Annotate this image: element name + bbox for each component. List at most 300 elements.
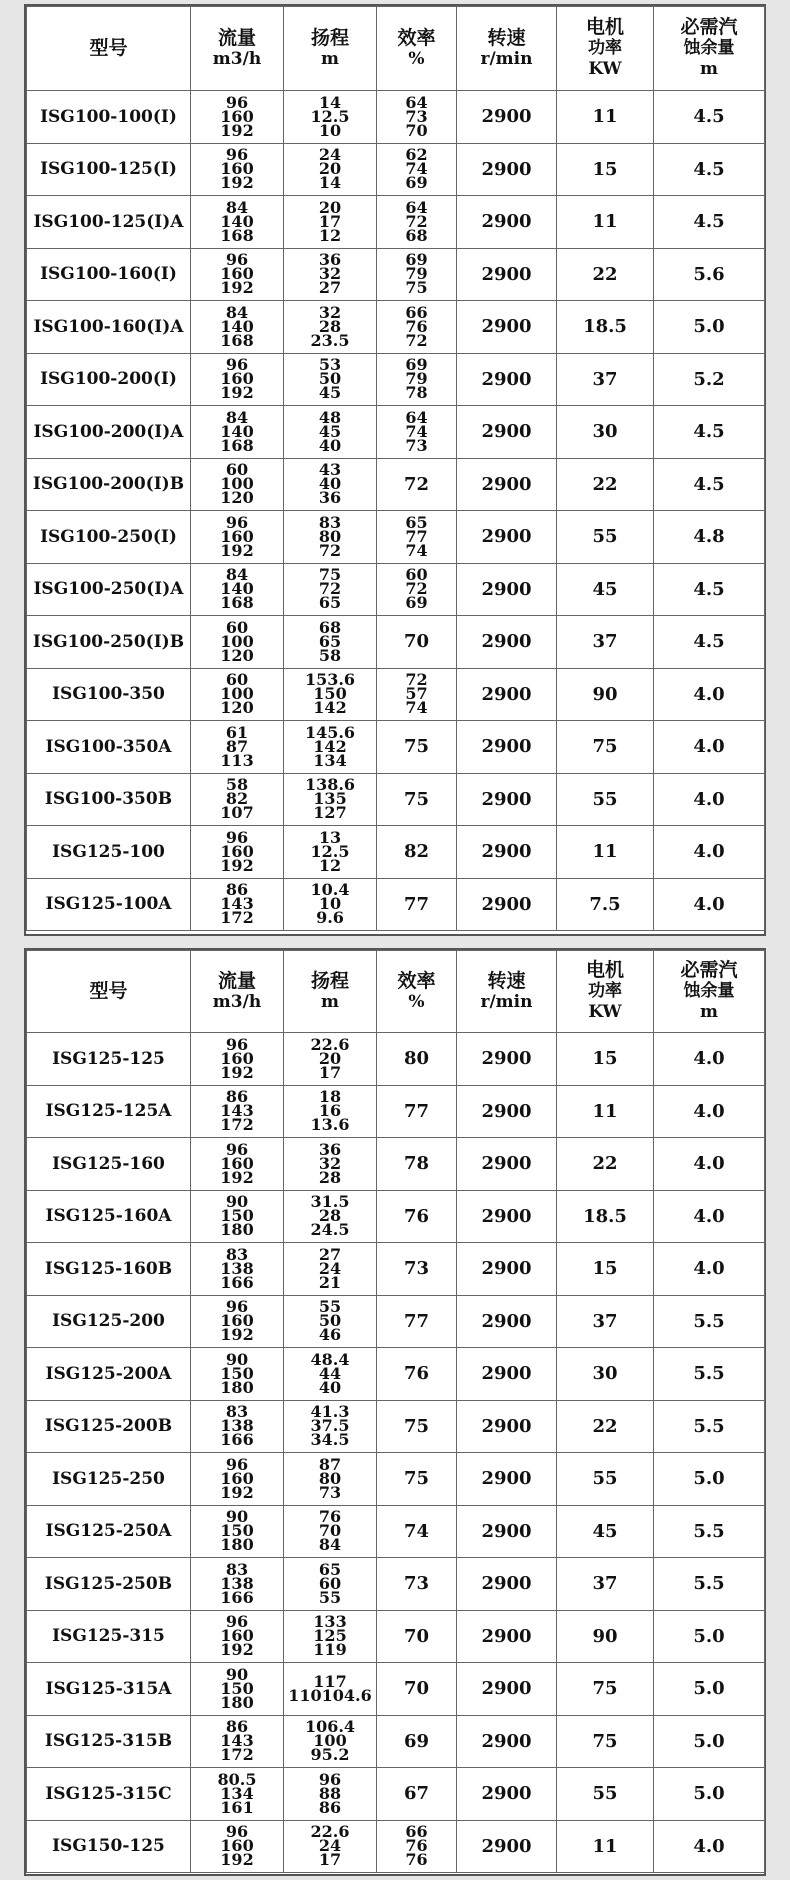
cell-head-value: 17 (318, 1062, 342, 1082)
cell-model: ISG100-200(I) (27, 353, 191, 406)
cell-flow-value: 138 (220, 1416, 254, 1436)
cell-head-value: 50 (318, 369, 342, 389)
cell-efficiency-value: 69 (405, 593, 428, 613)
cell-power: 75 (557, 1663, 654, 1716)
cell-flow-value: 161 (220, 1797, 254, 1817)
cell-efficiency: 70 (377, 616, 457, 669)
cell-flow-value: 166 (220, 1272, 254, 1292)
cell-efficiency-value: 70 (405, 120, 428, 140)
cell-flow-value: 96 (225, 1822, 249, 1842)
cell-model: ISG125-160A (27, 1190, 191, 1243)
cell-head-value: 153.6 (304, 670, 356, 690)
cell-head-value: 10 (318, 120, 342, 140)
cell-flow-value: 192 (220, 1062, 254, 1082)
cell-flow-value: 84 (225, 302, 249, 322)
cell-flow-value: 96 (225, 827, 249, 847)
cell-model: ISG125-200B (27, 1400, 191, 1453)
cell-efficiency-value: 74 (405, 159, 428, 179)
cell-speed: 2900 (457, 1085, 557, 1138)
cell-head (284, 1138, 377, 1191)
cell-npsh: 4.0 (654, 668, 765, 721)
cell-flow-value: 84 (225, 407, 249, 427)
cell-power: 37 (557, 1558, 654, 1611)
cell-head-value: 12.5 (310, 841, 350, 861)
cell-model: ISG100-160(I)A (27, 301, 191, 354)
cell-speed: 2900 (457, 1348, 557, 1401)
cell-speed: 2900 (457, 1295, 557, 1348)
cell-power: 75 (557, 1715, 654, 1768)
header-npsh-line: m (700, 1002, 718, 1022)
cell-head-value: 12.5 (310, 106, 350, 126)
cell-flow (191, 1400, 284, 1453)
cell-flow-value: 60 (225, 460, 249, 480)
cell-head (284, 1610, 377, 1663)
cell-flow-value: 83 (225, 1244, 249, 1264)
cell-head-value: 40 (318, 435, 342, 455)
cell-model: ISG100-350A (27, 721, 191, 774)
cell-head-value: 43 (318, 460, 342, 480)
cell-head-value: 17 (318, 211, 342, 231)
cell-head-value: 125 (313, 1626, 347, 1646)
cell-head-value: 36 (318, 488, 342, 508)
cell-head (284, 773, 377, 826)
header-flow-line: m3/h (212, 48, 262, 69)
cell-npsh: 5.5 (654, 1295, 765, 1348)
cell-head-value: 34.5 (310, 1430, 350, 1450)
cell-head-value: 24.5 (310, 1220, 350, 1240)
cell-flow (191, 1715, 284, 1768)
header-npsh-line: 蚀余量 (683, 981, 735, 1001)
cell-head-value: 95.2 (310, 1745, 350, 1765)
cell-power: 55 (557, 511, 654, 564)
header-flow (191, 7, 284, 91)
cell-flow (191, 1138, 284, 1191)
cell-head (284, 1715, 377, 1768)
cell-flow (191, 353, 284, 406)
cell-efficiency-value: 73 (405, 435, 428, 455)
cell-flow-value: 192 (220, 120, 254, 140)
cell-flow-value: 150 (220, 1206, 254, 1226)
cell-power: 18.5 (557, 1190, 654, 1243)
header-npsh-line: m (700, 59, 718, 79)
cell-head (284, 1505, 377, 1558)
cell-head-value: 127 (313, 803, 347, 823)
cell-power: 37 (557, 1295, 654, 1348)
cell-head-value: 65 (318, 1559, 342, 1579)
cell-head-value: 80 (318, 1468, 342, 1488)
cell-npsh: 4.5 (654, 616, 765, 669)
cell-flow-value: 96 (225, 250, 249, 270)
cell-head-value: 138.6 (304, 775, 356, 795)
cell-power: 15 (557, 1243, 654, 1296)
table-row (27, 668, 765, 721)
cell-speed: 2900 (457, 1558, 557, 1611)
cell-model: ISG125-250B (27, 1558, 191, 1611)
cell-speed: 2900 (457, 301, 557, 354)
cell-head-value: 46 (318, 1325, 342, 1345)
cell-head (284, 1663, 377, 1716)
cell-head-value: 12 (318, 855, 342, 875)
cell-head-value: 16 (318, 1101, 342, 1121)
header-power-line: 电机 (585, 16, 624, 38)
cell-head-value: 27 (318, 1244, 342, 1264)
cell-flow-value: 86 (225, 880, 249, 900)
cell-efficiency: 77 (377, 878, 457, 931)
cell-power: 22 (557, 1400, 654, 1453)
header-row (27, 951, 765, 1033)
cell-npsh: 5.0 (654, 1768, 765, 1821)
table-row (27, 1033, 765, 1086)
cell-head (284, 1768, 377, 1821)
header-npsh (654, 7, 765, 91)
cell-head (284, 458, 377, 511)
header-row (27, 7, 765, 91)
cell-head-value: 75 (318, 565, 342, 585)
cell-head (284, 878, 377, 931)
cell-head-value: 150 (313, 684, 347, 704)
cell-efficiency-value: 76 (405, 1850, 428, 1870)
cell-power: 90 (557, 1610, 654, 1663)
cell-flow-value: 90 (225, 1507, 249, 1527)
cell-efficiency-value: 69 (405, 173, 428, 193)
cell-speed: 2900 (457, 1663, 557, 1716)
cell-flow-value: 160 (220, 159, 254, 179)
cell-model: ISG125-100A (27, 878, 191, 931)
cell-head-value: 36 (318, 1139, 342, 1159)
cell-head-value: 27 (318, 278, 342, 298)
cell-head-value: 12 (318, 225, 342, 245)
cell-head-value: 13 (318, 827, 342, 847)
cell-power: 11 (557, 1820, 654, 1873)
cell-npsh: 4.5 (654, 406, 765, 459)
cell-power: 22 (557, 458, 654, 511)
cell-speed: 2900 (457, 353, 557, 406)
header-power-line: 功率 (588, 981, 622, 1001)
cell-power: 7.5 (557, 878, 654, 931)
cell-head-value: 145.6 (304, 722, 356, 742)
cell-npsh: 5.6 (654, 248, 765, 301)
cell-flow-value: 100 (220, 684, 254, 704)
cell-flow-value: 172 (220, 1115, 254, 1135)
cell-efficiency (377, 406, 457, 459)
cell-efficiency-value: 69 (405, 355, 428, 375)
cell-head-value: 142 (313, 698, 347, 718)
cell-power: 11 (557, 196, 654, 249)
cell-npsh: 5.5 (654, 1558, 765, 1611)
table-row (27, 1348, 765, 1401)
cell-flow (191, 616, 284, 669)
cell-flow-value: 160 (220, 1048, 254, 1068)
cell-power: 30 (557, 406, 654, 459)
cell-model: ISG125-315B (27, 1715, 191, 1768)
header-speed (457, 951, 557, 1033)
table-row (27, 1663, 765, 1716)
cell-head-value: 32 (318, 264, 342, 284)
cell-head-value: 119 (313, 1640, 347, 1660)
cell-speed: 2900 (457, 1820, 557, 1873)
cell-flow-value: 107 (220, 803, 254, 823)
header-power-line: 电机 (585, 959, 624, 981)
cell-head (284, 616, 377, 669)
header-flow-line: 流量 (217, 26, 256, 49)
cell-flow-value: 192 (220, 173, 254, 193)
cell-efficiency: 77 (377, 1085, 457, 1138)
cell-flow-value: 120 (220, 645, 254, 665)
cell-efficiency-value: 64 (405, 92, 428, 112)
cell-flow-value: 160 (220, 264, 254, 284)
cell-power: 30 (557, 1348, 654, 1401)
cell-efficiency: 78 (377, 1138, 457, 1191)
cell-efficiency-value: 78 (405, 383, 428, 403)
cell-head-value: 21 (318, 1272, 342, 1292)
cell-flow-value: 138 (220, 1258, 254, 1278)
cell-flow-value: 166 (220, 1430, 254, 1450)
cell-model: ISG125-160B (27, 1243, 191, 1296)
cell-power: 55 (557, 1768, 654, 1821)
cell-speed: 2900 (457, 1715, 557, 1768)
table-row (27, 773, 765, 826)
cell-efficiency-value: 76 (405, 1836, 428, 1856)
header-head-line: m (321, 991, 339, 1012)
cell-model: ISG100-250(I)A (27, 563, 191, 616)
header-head-line: 扬程 (310, 969, 349, 992)
cell-flow (191, 248, 284, 301)
cell-efficiency-value: 74 (405, 698, 428, 718)
cell-head-value: 20 (318, 1048, 342, 1068)
cell-efficiency-value: 57 (405, 684, 428, 704)
cell-speed: 2900 (457, 511, 557, 564)
cell-npsh: 4.8 (654, 511, 765, 564)
table-row (27, 1138, 765, 1191)
cell-speed: 2900 (457, 1033, 557, 1086)
cell-power: 55 (557, 773, 654, 826)
cell-head (284, 1295, 377, 1348)
cell-flow-value: 160 (220, 526, 254, 546)
cell-head-value: 45 (318, 421, 342, 441)
cell-npsh: 4.0 (654, 721, 765, 774)
cell-flow-value: 172 (220, 1745, 254, 1765)
cell-speed: 2900 (457, 91, 557, 144)
cell-efficiency-value: 64 (405, 407, 428, 427)
cell-flow-value: 160 (220, 106, 254, 126)
cell-head-value: 9.6 (316, 908, 344, 928)
cell-model: ISG125-125A (27, 1085, 191, 1138)
cell-efficiency-value: 66 (405, 302, 428, 322)
cell-efficiency: 67 (377, 1768, 457, 1821)
cell-efficiency-value: 74 (405, 540, 428, 560)
cell-model: ISG125-100 (27, 826, 191, 879)
header-power-line: KW (588, 1002, 622, 1022)
cell-head-value: 24 (318, 145, 342, 165)
cell-head-value: 22.6 (310, 1034, 350, 1054)
cell-efficiency-value: 64 (405, 197, 428, 217)
cell-npsh: 4.0 (654, 878, 765, 931)
cell-efficiency (377, 563, 457, 616)
table-row (27, 1243, 765, 1296)
cell-head-value: 10 (318, 894, 342, 914)
cell-model: ISG125-200 (27, 1295, 191, 1348)
cell-efficiency: 70 (377, 1663, 457, 1716)
cell-power: 45 (557, 1505, 654, 1558)
cell-flow (191, 143, 284, 196)
cell-power: 22 (557, 1138, 654, 1191)
cell-head-value: 24 (318, 1836, 342, 1856)
cell-flow-value: 96 (225, 1034, 249, 1054)
table-row (27, 406, 765, 459)
cell-power: 22 (557, 248, 654, 301)
cell-flow-value: 140 (220, 316, 254, 336)
cell-flow (191, 878, 284, 931)
cell-efficiency (377, 143, 457, 196)
cell-head-value: 36 (318, 250, 342, 270)
cell-flow-value: 96 (225, 1139, 249, 1159)
cell-flow-value: 192 (220, 1850, 254, 1870)
table-row (27, 353, 765, 406)
cell-flow-value: 143 (220, 1731, 254, 1751)
cell-head-value: 23.5 (310, 330, 350, 350)
table-row (27, 1715, 765, 1768)
header-head-line: 扬程 (310, 26, 349, 49)
cell-head-value: 83 (318, 512, 342, 532)
cell-flow (191, 1190, 284, 1243)
cell-head-value: 68 (318, 617, 342, 637)
cell-model: ISG125-315A (27, 1663, 191, 1716)
cell-efficiency: 75 (377, 1400, 457, 1453)
cell-efficiency-value: 74 (405, 421, 428, 441)
cell-flow-value: 160 (220, 369, 254, 389)
cell-flow-value: 96 (225, 512, 249, 532)
cell-npsh: 4.5 (654, 196, 765, 249)
cell-flow (191, 301, 284, 354)
cell-head-value: 22.6 (310, 1822, 350, 1842)
cell-efficiency-value: 69 (405, 250, 428, 270)
cell-head (284, 563, 377, 616)
cell-head-value: 44 (318, 1363, 342, 1383)
cell-speed: 2900 (457, 1505, 557, 1558)
cell-head (284, 196, 377, 249)
cell-flow-value: 100 (220, 474, 254, 494)
table-row (27, 1400, 765, 1453)
header-efficiency-line: 效率 (397, 969, 436, 992)
cell-flow-value: 150 (220, 1521, 254, 1541)
cell-npsh: 5.0 (654, 1715, 765, 1768)
table-row (27, 511, 765, 564)
cell-model: ISG100-100(I) (27, 91, 191, 144)
cell-model: ISG100-350 (27, 668, 191, 721)
cell-flow (191, 1348, 284, 1401)
header-npsh (654, 951, 765, 1033)
table-row (27, 1558, 765, 1611)
cell-efficiency-value: 65 (405, 512, 428, 532)
cell-flow (191, 458, 284, 511)
cell-efficiency-value: 79 (405, 369, 428, 389)
cell-efficiency: 75 (377, 773, 457, 826)
cell-head-value: 32 (318, 1153, 342, 1173)
cell-flow-value: 160 (220, 1626, 254, 1646)
cell-head-value: 106.4 (304, 1717, 356, 1737)
header-speed-line: 转速 (487, 969, 526, 992)
cell-npsh: 5.0 (654, 1663, 765, 1716)
table-row (27, 143, 765, 196)
header-head (284, 951, 377, 1033)
cell-speed: 2900 (457, 143, 557, 196)
cell-flow-value: 96 (225, 1297, 249, 1317)
cell-head (284, 1190, 377, 1243)
header-head (284, 7, 377, 91)
cell-head (284, 1033, 377, 1086)
cell-flow (191, 1663, 284, 1716)
cell-head-value: 13.6 (310, 1115, 350, 1135)
header-speed-line: r/min (480, 48, 533, 69)
header-speed-line: r/min (480, 991, 533, 1012)
cell-flow (191, 1610, 284, 1663)
cell-flow-value: 84 (225, 565, 249, 585)
table-row (27, 301, 765, 354)
cell-model: ISG150-125 (27, 1820, 191, 1873)
cell-power: 11 (557, 826, 654, 879)
cell-flow-value: 192 (220, 855, 254, 875)
cell-power: 15 (557, 1033, 654, 1086)
cell-power: 37 (557, 616, 654, 669)
cell-head-value: 76 (318, 1507, 342, 1527)
cell-head (284, 1348, 377, 1401)
cell-flow-value: 192 (220, 540, 254, 560)
cell-flow-value: 180 (220, 1377, 254, 1397)
cell-efficiency: 70 (377, 1610, 457, 1663)
cell-efficiency (377, 511, 457, 564)
table-row (27, 826, 765, 879)
cell-model: ISG100-125(I) (27, 143, 191, 196)
cell-efficiency-value: 75 (405, 278, 428, 298)
cell-speed: 2900 (457, 1610, 557, 1663)
cell-model: ISG100-200(I)A (27, 406, 191, 459)
pump-spec-table-2 (24, 948, 766, 1876)
cell-power: 11 (557, 1085, 654, 1138)
cell-flow-value: 160 (220, 841, 254, 861)
cell-flow-value: 168 (220, 225, 254, 245)
cell-flow (191, 721, 284, 774)
cell-flow-value: 83 (225, 1402, 249, 1422)
cell-head-value: 110104.6 (288, 1685, 372, 1705)
cell-speed: 2900 (457, 878, 557, 931)
cell-head (284, 1243, 377, 1296)
cell-efficiency: 73 (377, 1558, 457, 1611)
header-speed-line: 转速 (487, 26, 526, 49)
cell-speed: 2900 (457, 1190, 557, 1243)
cell-model: ISG125-250A (27, 1505, 191, 1558)
cell-npsh: 5.2 (654, 353, 765, 406)
cell-npsh: 4.0 (654, 773, 765, 826)
cell-flow-value: 168 (220, 593, 254, 613)
cell-flow-value: 140 (220, 211, 254, 231)
cell-head (284, 353, 377, 406)
cell-head-value: 86 (318, 1797, 342, 1817)
table-row (27, 1610, 765, 1663)
cell-flow-value: 192 (220, 1482, 254, 1502)
cell-head (284, 1453, 377, 1506)
header-model: 型号 (27, 7, 191, 91)
cell-efficiency-value: 72 (405, 579, 428, 599)
cell-npsh: 4.0 (654, 1033, 765, 1086)
cell-head-value: 133 (313, 1612, 347, 1632)
cell-flow-value: 80.5 (217, 1769, 257, 1789)
cell-head-value: 80 (318, 526, 342, 546)
cell-flow (191, 1085, 284, 1138)
cell-efficiency-value: 68 (405, 225, 428, 245)
cell-head (284, 301, 377, 354)
table-row (27, 1190, 765, 1243)
cell-flow (191, 1453, 284, 1506)
